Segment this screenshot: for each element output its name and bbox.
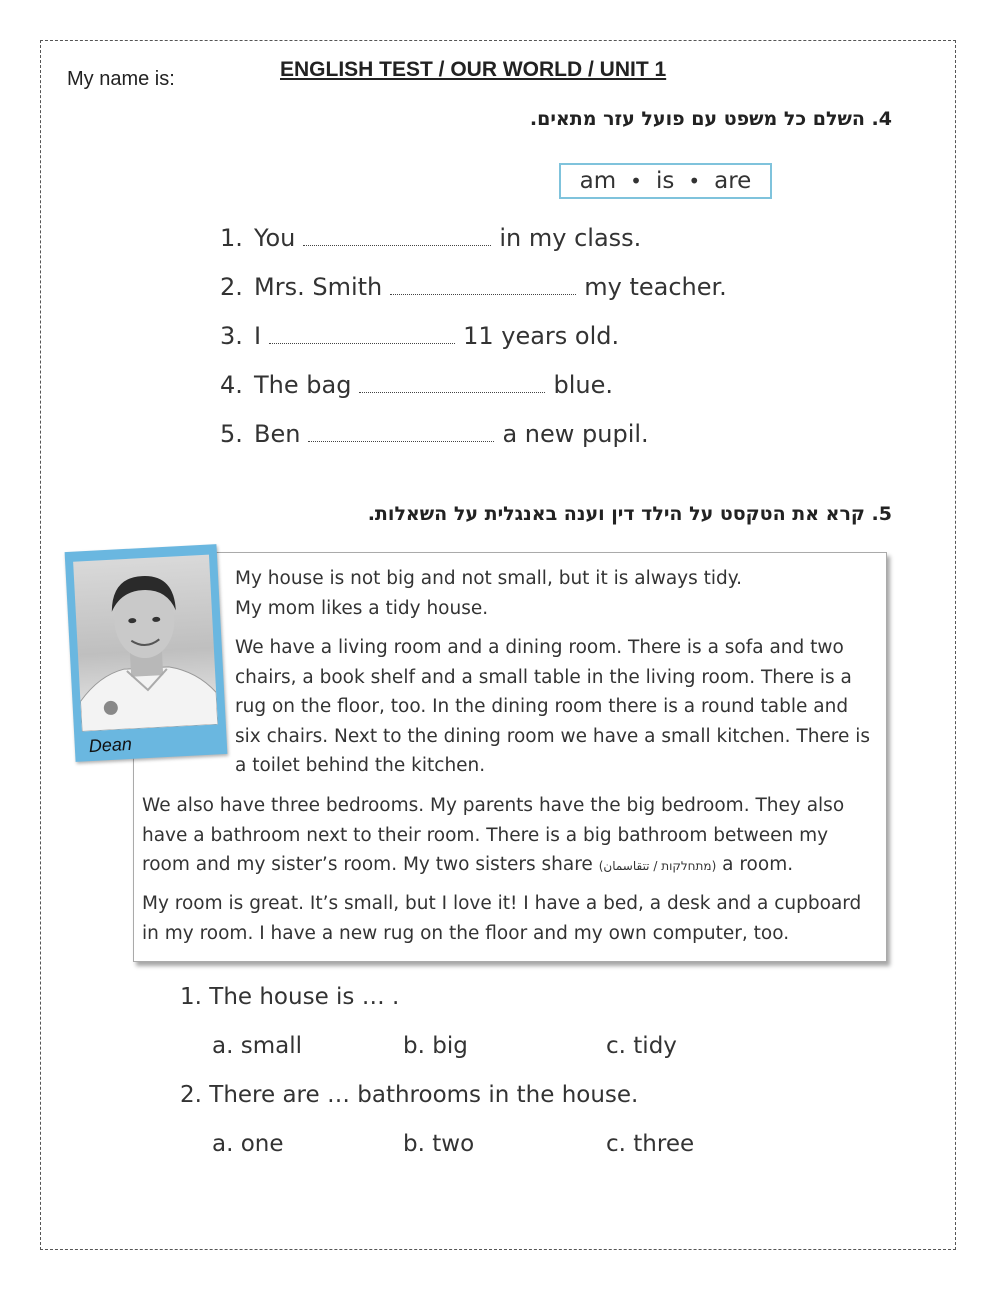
item-after: a new pupil.: [502, 420, 649, 448]
option-letter: a.: [212, 1033, 234, 1059]
exercise-item-4: [220, 371, 613, 399]
answer-blank[interactable]: [359, 374, 545, 393]
portrait-image: [73, 555, 218, 732]
word-are: are: [714, 168, 752, 194]
item-before: I: [254, 322, 262, 350]
separator-dot: •: [630, 169, 642, 193]
answer-blank[interactable]: [269, 325, 455, 344]
option-letter: b.: [403, 1033, 425, 1059]
item-after: 11 years old.: [463, 322, 620, 350]
paragraph-4: My room is great. It’s small, but I love it! I have a bed, a desk and a cupboard in my room. I have a new rug on the floor and my own computer, too.: [142, 893, 862, 944]
question-text: There are … bathrooms in the house.: [209, 1082, 639, 1108]
paragraph-3-end: a room.: [722, 854, 794, 875]
item-after: in my class.: [499, 224, 642, 252]
word-bank: [559, 163, 772, 199]
option-text: two: [432, 1131, 475, 1157]
option-letter: a.: [212, 1131, 234, 1157]
item-after: my teacher.: [584, 273, 727, 301]
option-text: tidy: [633, 1033, 677, 1059]
paragraph-1: My house is not big and not small, but it is always tidy. My mom likes a tidy house.: [235, 568, 742, 619]
item-number: 5.: [220, 420, 243, 448]
q1-option-c[interactable]: [606, 1033, 677, 1059]
section4-instruction: 4. השלם כל משפט עם פועל עזר מתאים.: [529, 108, 892, 130]
exercise-item-5: [220, 420, 649, 448]
option-letter: b.: [403, 1131, 425, 1157]
exercise-item-3: [220, 322, 619, 350]
reading-text-box: [133, 552, 887, 962]
option-letter: c.: [606, 1131, 626, 1157]
question-text: The house is … .: [209, 984, 400, 1010]
item-number: 2.: [220, 273, 243, 301]
dean-photo: [65, 544, 228, 762]
paragraph-2: We have a living room and a dining room. There is a sofa and two chairs, a book shelf and a small table in the living room. There is a rug on the floor, too. In the dining room there is a round table and six chairs. Next to the dining room we have a small kitchen. There is a toilet behind the kitchen.: [235, 637, 871, 776]
section5-instruction: 5. קרא את הטקסט על הילד דין וענה באנגלית על השאלות.: [367, 503, 892, 525]
item-number: 4.: [220, 371, 243, 399]
option-text: one: [240, 1131, 284, 1157]
question-number: 2.: [180, 1082, 202, 1108]
photo-caption: Dean: [88, 733, 133, 757]
answer-blank[interactable]: [308, 423, 494, 442]
item-before: The bag: [254, 371, 352, 399]
q1-option-a[interactable]: [212, 1033, 302, 1059]
word-am: am: [579, 168, 617, 194]
exercise-item-2: [220, 273, 727, 301]
question-2: [180, 1082, 638, 1108]
gloss-note: (מתחלקות / تتقاسمان): [598, 859, 717, 873]
item-number: 3.: [220, 322, 243, 350]
separator-dot: •: [688, 169, 701, 193]
boy-portrait: [73, 555, 218, 732]
question-1: [180, 984, 399, 1010]
exercise-item-1: [220, 224, 641, 252]
option-text: three: [633, 1131, 695, 1157]
option-text: small: [240, 1033, 302, 1059]
answer-blank[interactable]: [303, 227, 491, 246]
question-number: 1.: [180, 984, 202, 1010]
item-after: blue.: [553, 371, 613, 399]
option-text: big: [432, 1033, 468, 1059]
q1-option-b[interactable]: [403, 1033, 468, 1059]
item-before: Ben: [254, 420, 301, 448]
paragraph-3-text: We also have three bedrooms. My parents have the big bedroom. They also have a bathroom next to their room. There is a big bathroom between my room and my sister’s room. My two sisters share: [142, 795, 845, 875]
q2-option-b[interactable]: [403, 1131, 474, 1157]
paragraph-3: [142, 791, 876, 882]
my-name-label: My name is:: [67, 68, 175, 90]
option-letter: c.: [606, 1033, 626, 1059]
word-is: is: [655, 168, 675, 194]
item-before: Mrs. Smith: [254, 273, 383, 301]
answer-blank[interactable]: [390, 276, 576, 295]
q2-option-c[interactable]: [606, 1131, 694, 1157]
q2-option-a[interactable]: [212, 1131, 284, 1157]
item-number: 1.: [220, 224, 243, 252]
page-title: ENGLISH TEST / OUR WORLD / UNIT 1: [280, 58, 667, 81]
item-before: You: [254, 224, 296, 252]
